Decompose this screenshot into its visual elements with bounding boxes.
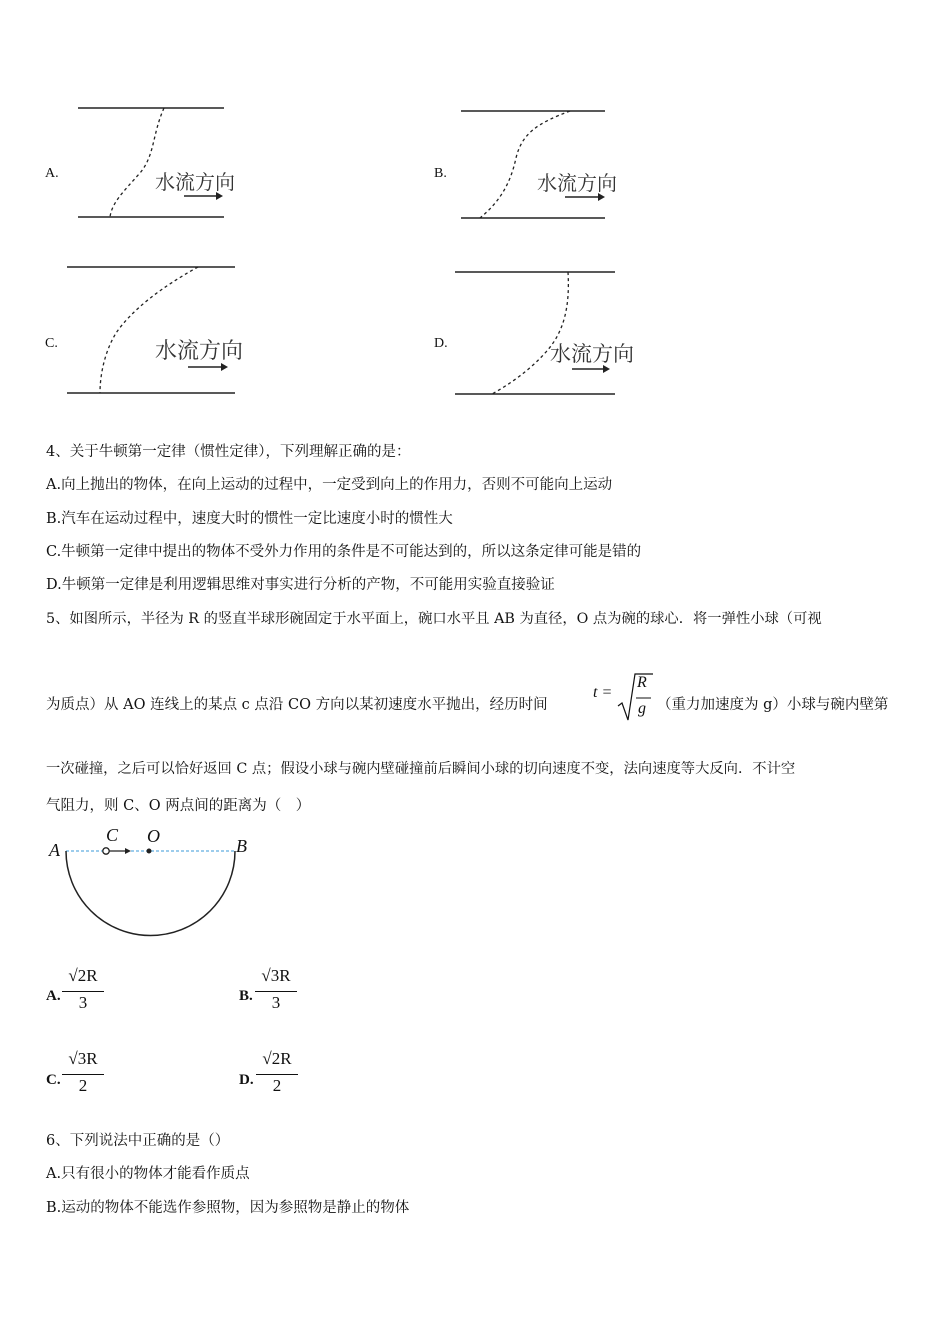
q5-choice-d-numerator: √2R (262, 1049, 292, 1068)
q6-stem: 6、下列说法中正确的是（） (46, 1133, 230, 1149)
fraction-bar (62, 1074, 104, 1075)
q6-option-b: B.运动的物体不能选作参照物，因为参照物是静止的物体 (46, 1200, 410, 1216)
q4-option-d: D.牛顿第一定律是利用逻辑思维对事实进行分析的产物，不可能用实验直接验证 (46, 577, 555, 593)
option-b-letter: B. (434, 166, 447, 181)
fraction-bar (255, 991, 297, 992)
q5-choice-d-denominator: 2 (272, 1076, 282, 1095)
q4-option-a: A.向上抛出的物体，在向上运动的过程中，一定受到向上的作用力，否则不可能向上运动 (46, 477, 613, 493)
time-formula (593, 668, 655, 728)
q5-choice-c-label[interactable]: C. (46, 1072, 61, 1088)
fraction-bar (256, 1074, 298, 1075)
point-b-label: B (236, 836, 247, 856)
point-o-label: O (147, 826, 160, 846)
point-a-label: A (49, 840, 60, 860)
formula-g: g (638, 700, 646, 717)
water-flow-label-a: 水流方向 (155, 170, 235, 194)
q5-line-1: 5、如图所示，半径为 R 的竖直半球形碗固定于水平面上，碗口水平且 AB 为直径，O 点为碗的球心．将一弹性小球（可视 (46, 611, 822, 627)
river-figure-a (60, 95, 260, 225)
option-a-letter: A. (45, 166, 59, 181)
q6-option-a: A.只有很小的物体才能看作质点 (46, 1166, 250, 1182)
q4-stem: 4、关于牛顿第一定律（惯性定律），下列理解正确的是： (46, 444, 411, 460)
q5-choice-b-numerator: √3R (261, 966, 291, 985)
q5-choice-b-label[interactable]: B. (239, 988, 253, 1004)
q5-line-2b: （重力加速度为 g）小球与碗内壁第 (657, 697, 889, 713)
option-c-letter: C. (45, 336, 58, 351)
q5-choice-a-numerator: √2R (68, 966, 98, 985)
fraction-bar (62, 991, 104, 992)
water-flow-label-d: 水流方向 (550, 342, 634, 366)
q5-choice-d-label[interactable]: D. (239, 1072, 254, 1088)
q5-choice-b-denominator: 3 (271, 993, 281, 1012)
formula-t: t = (593, 684, 613, 701)
q5-line-3: 一次碰撞，之后可以恰好返回 C 点；假设小球与碗内壁碰撞前后瞬间小球的切向速度不变，法向速度等大反向．不计空 (46, 761, 796, 777)
q5-choice-c-numerator: √3R (68, 1049, 98, 1068)
q5-line-4: 气阻力，则 C、O 两点间的距离为（ ） (46, 798, 311, 814)
q5-line-2a: 为质点）从 AO 连线上的某点 c 点沿 CO 方向以某初速度水平抛出，经历时间 (46, 697, 548, 713)
water-flow-label-b: 水流方向 (537, 171, 617, 195)
q5-choice-a-denominator: 3 (78, 993, 88, 1012)
q5-choice-c-denominator: 2 (78, 1076, 88, 1095)
river-figure-d (450, 262, 650, 402)
q4-option-c: C.牛顿第一定律中提出的物体不受外力作用的条件是不可能达到的，所以这条定律可能是错的 (46, 544, 642, 560)
river-figure-c (60, 258, 260, 403)
option-d-letter: D. (434, 336, 448, 351)
sqrt-sign (617, 672, 653, 724)
formula-r: R (637, 674, 647, 691)
river-figure-b (450, 98, 650, 228)
q4-option-b: B.汽车在运动过程中，速度大时的惯性一定比速度小时的惯性大 (46, 511, 453, 527)
q5-choice-a-label[interactable]: A. (46, 988, 61, 1004)
water-flow-label-c: 水流方向 (155, 339, 244, 364)
point-c-label: C (106, 825, 119, 845)
